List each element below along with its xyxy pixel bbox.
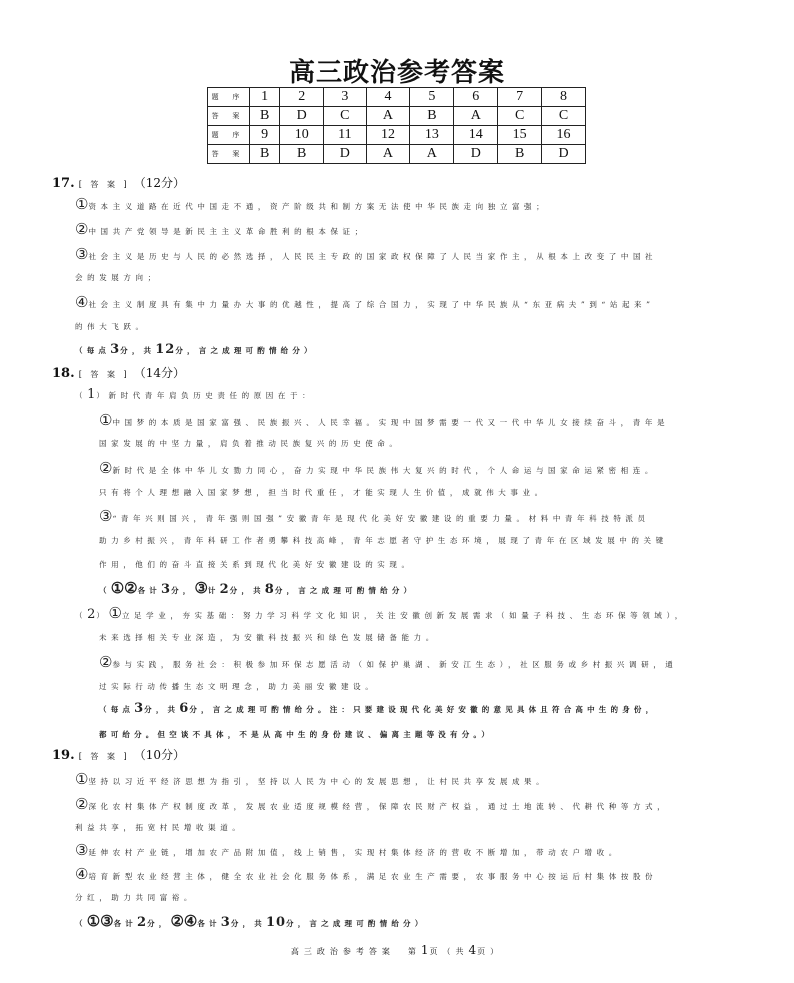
circled-number: ①② (110, 579, 138, 597)
q19-point-4 (75, 865, 657, 883)
answer-text: 深化农村集体产权制度改革，发展农业适度规模经营，保障农民财产权益，通过土地流转、代耕代种等方式， (88, 802, 670, 811)
answer-text: 社会主义制度具有集中力量办大事的优越性，提高了综合国力，实现了中华民族从“东亚病夫”到“站起来” (88, 300, 655, 309)
table-cell: D (324, 145, 366, 164)
answer-text: 新时代是全体中华儿女勠力同心，奋力实现中华民族伟大复兴的时代，个人命运与国家命运紧密相连。 (112, 466, 657, 475)
table-cell: B (280, 145, 324, 164)
circled-number: ② (99, 653, 113, 671)
q18-point-1-cont: 国家发展的中坚力量，肩负着推动民族复兴的历史使命。 (99, 439, 402, 448)
table-cell: 16 (542, 126, 586, 145)
table-cell: B (250, 145, 280, 164)
q17-point-3-cont: 会的发展方向； (75, 273, 160, 282)
circled-number: ③ (75, 245, 89, 263)
table-cell: 7 (498, 88, 542, 107)
table-cell: 12 (366, 126, 410, 145)
note-text: 计 (207, 586, 220, 595)
q17-scoring-note (75, 342, 316, 357)
row-label: 答 案 (208, 107, 250, 126)
q19-point-2 (75, 795, 669, 813)
q17-point-4 (75, 293, 655, 311)
row-label: 题 序 (208, 88, 250, 107)
page-title: 高三政治参考答案 (288, 58, 505, 88)
table-cell: 3 (324, 88, 366, 107)
circled-number: ② (75, 795, 89, 813)
answer-text: 中国梦的本质是国家富强、民族振兴、人民幸福。实现中国梦需要一代又一代中华儿女接续奋斗，青年是 (112, 418, 670, 427)
circled-number: ① (75, 770, 89, 788)
table-cell: C (324, 107, 366, 126)
q18-point-2-cont: 只有将个人理想融入国家梦想，担当时代重任，才能实现人生价值，成就伟大事业。 (99, 488, 547, 497)
answer-text: 参与实践，服务社会：积极参加环保志愿活动（如保护巢湖、新安江生态），社区服务或乡村振兴调研，通 (112, 660, 678, 669)
table-cell: 6 (454, 88, 498, 107)
note-number: 2 (137, 915, 148, 930)
q19-point-2-cont: 利益共享，拓宽村民增收渠道。 (75, 823, 245, 832)
q17-point-2 (75, 220, 367, 238)
q18-sub2-scoring-note (99, 701, 657, 716)
note-text: 分， (147, 919, 171, 928)
paren: ） (96, 391, 109, 400)
sub-number: 1 (87, 387, 97, 402)
circled-number: ③ (194, 579, 208, 597)
answer-tag: [ 答 案 ] (78, 180, 130, 189)
answer-text: “青年兴则国兴，青年强则国强”安徽青年是现代化美好安徽建设的重要力量。材料中青年科技特派员 (112, 514, 650, 523)
q19-point-4-cont: 分红，助力共同富裕。 (75, 893, 196, 902)
table-cell: A (454, 107, 498, 126)
q17-point-3 (75, 245, 657, 263)
note-text: 分，共 (144, 705, 180, 714)
circled-number: ① (108, 604, 122, 622)
q19-header (52, 746, 185, 763)
table-cell: 8 (542, 88, 586, 107)
note-text: （ (99, 586, 111, 595)
q19-point-3 (75, 841, 621, 859)
page-footer (0, 943, 794, 957)
row-label: 答 案 (208, 145, 250, 164)
note-text: 分，共 (230, 919, 266, 928)
q18-sub2-point-2-cont: 过实际行动传播生态文明理念，助力美丽安徽建设。 (99, 682, 378, 691)
answer-text: 坚持以习近平经济思想为指引，坚持以人民为中心的发展思想，让村民共享发展成果。 (88, 777, 549, 786)
table-cell: 10 (280, 126, 324, 145)
table-cell: C (542, 107, 586, 126)
table-cell: 13 (410, 126, 454, 145)
note-number: 8 (264, 582, 275, 597)
note-text: 各计 (113, 919, 138, 928)
q18-point-2 (99, 459, 657, 477)
answer-table (207, 87, 586, 164)
note-number: 12 (155, 342, 176, 357)
page-total: 4 (468, 943, 478, 957)
circled-number: ②④ (170, 912, 198, 930)
table-cell: 15 (498, 126, 542, 145)
table-cell: B (410, 107, 454, 126)
table-cell: A (366, 107, 410, 126)
note-number: 6 (179, 701, 190, 716)
note-text: 分， (171, 586, 195, 595)
sub-title: 新时代青年肩负历史责任的原因在于： (108, 391, 315, 400)
q18-sub1-scoring-note (99, 579, 415, 597)
circled-number: ① (75, 195, 89, 213)
answer-text: 社会主义是历史与人民的必然选择，人民民主专政的国家政权保障了人民当家作主，从根本上改变了中国社 (88, 252, 658, 261)
circled-number: ③ (75, 841, 89, 859)
sub-number: 2 (87, 607, 97, 622)
q17-header (52, 174, 185, 191)
table-cell: A (410, 145, 454, 164)
q17-points: （12分） (133, 176, 186, 190)
table-row (208, 107, 586, 126)
q17-number: 17. (52, 176, 75, 191)
circled-number: ③ (99, 507, 113, 525)
note-text: 分，言之成理可酌情给分。注：只要建设现代化美好安徽的意见具体且符合高中生的身份， (189, 705, 658, 714)
paren: （ (75, 391, 88, 400)
note-text: 分，言之成理可酌情给分） (175, 346, 316, 355)
note-number: 3 (161, 582, 172, 597)
answer-text: 延伸农村产业链，增加农产品附加值，线上销售，实现村集体经济的营收不断增加，带动农户增收。 (88, 848, 621, 857)
table-cell: 1 (250, 88, 280, 107)
answer-tag: [ 答 案 ] (78, 752, 130, 761)
note-text: 分，共 (229, 586, 265, 595)
table-cell: B (250, 107, 280, 126)
q18-points: （14分） (133, 366, 186, 380)
table-cell: A (366, 145, 410, 164)
q18-sub1-title (75, 387, 314, 402)
table-cell: 11 (324, 126, 366, 145)
answer-text: 资本主义道路在近代中国走不通，资产阶级共和制方案无法使中华民族走向独立富强； (88, 202, 549, 211)
note-text: （每点 (99, 705, 135, 714)
note-text: 分，言之成理可酌情给分） (274, 586, 416, 595)
circled-number: ② (99, 459, 113, 477)
note-number: 3 (110, 342, 121, 357)
note-text: 各计 (137, 586, 162, 595)
table-cell: B (498, 145, 542, 164)
q18-number: 18. (52, 366, 75, 381)
table-row (208, 145, 586, 164)
footer-text: 高三政治参考答案 第 (290, 947, 421, 956)
table-row (208, 126, 586, 145)
circled-number: ② (75, 220, 89, 238)
answer-text: 中国共产党领导是新民主主义革命胜利的根本保证； (88, 227, 367, 236)
note-text: （ (75, 919, 87, 928)
q18-sub2-scoring-note-cont: 都可给分。但空谈不具体，不是从高中生的身份建议、偏离主题等没有分。） (99, 730, 494, 739)
q19-number: 19. (52, 748, 75, 763)
q18-sub2-point-2 (99, 653, 677, 671)
q18-sub2-point-1-cont: 未来选择相关专业深造，为安徽科技振兴和绿色发展储备能力。 (99, 633, 438, 642)
table-cell: 9 (250, 126, 280, 145)
footer-text: 页（共 (429, 947, 469, 956)
q18-header (52, 364, 185, 381)
note-number: 3 (220, 915, 231, 930)
q17-point-4-cont: 的伟大飞跃。 (75, 322, 148, 331)
row-label: 题 序 (208, 126, 250, 145)
note-text: （每点 (75, 346, 111, 355)
q19-points: （10分） (133, 748, 186, 762)
q17-point-1 (75, 195, 548, 213)
note-number: 2 (219, 582, 230, 597)
footer-text: 页） (477, 947, 504, 956)
note-text: 各计 (197, 919, 221, 928)
q19-scoring-note (75, 912, 426, 930)
note-text: 分，共 (120, 346, 156, 355)
paren: ） (96, 611, 109, 620)
circled-number: ① (99, 411, 113, 429)
q19-point-1 (75, 770, 548, 788)
q18-point-1 (99, 411, 669, 429)
answer-text: 立足学业，夯实基础：努力学习科学文化知识，关注安徽创新发展需求（如量子科技、生态环保等领域）， (121, 611, 687, 620)
table-cell: D (280, 107, 324, 126)
q18-point-3-cont: 助力乡村振兴，青年科研工作者勇攀科技高峰，青年志愿者守护生态环境，展现了青年在区域发展中的关键 (99, 536, 668, 545)
q18-sub2-point-1 (75, 604, 687, 622)
table-cell: D (454, 145, 498, 164)
table-cell: C (498, 107, 542, 126)
note-number: 3 (134, 701, 145, 716)
table-cell: 5 (410, 88, 454, 107)
table-cell: 14 (454, 126, 498, 145)
page-number: 1 (420, 943, 430, 957)
note-text: 分，言之成理可酌情给分） (286, 919, 427, 928)
note-number: 10 (265, 915, 287, 930)
answer-text: 培育新型农业经营主体，健全农业社会化服务体系，满足农业生产需要，农事服务中心按运后村集体按股份 (88, 872, 658, 881)
circled-number: ④ (75, 293, 89, 311)
table-row (208, 88, 586, 107)
table-cell: 4 (366, 88, 410, 107)
answer-tag: [ 答 案 ] (78, 370, 130, 379)
circled-number: ①③ (86, 912, 114, 930)
table-cell: 2 (280, 88, 324, 107)
q18-point-3 (99, 507, 650, 525)
circled-number: ④ (75, 865, 89, 883)
table-cell: D (542, 145, 586, 164)
q18-point-3-cont2: 作用，他们的奋斗直接关系到现代化美好安徽建设的实现。 (99, 560, 414, 569)
paren: （ (75, 611, 88, 620)
